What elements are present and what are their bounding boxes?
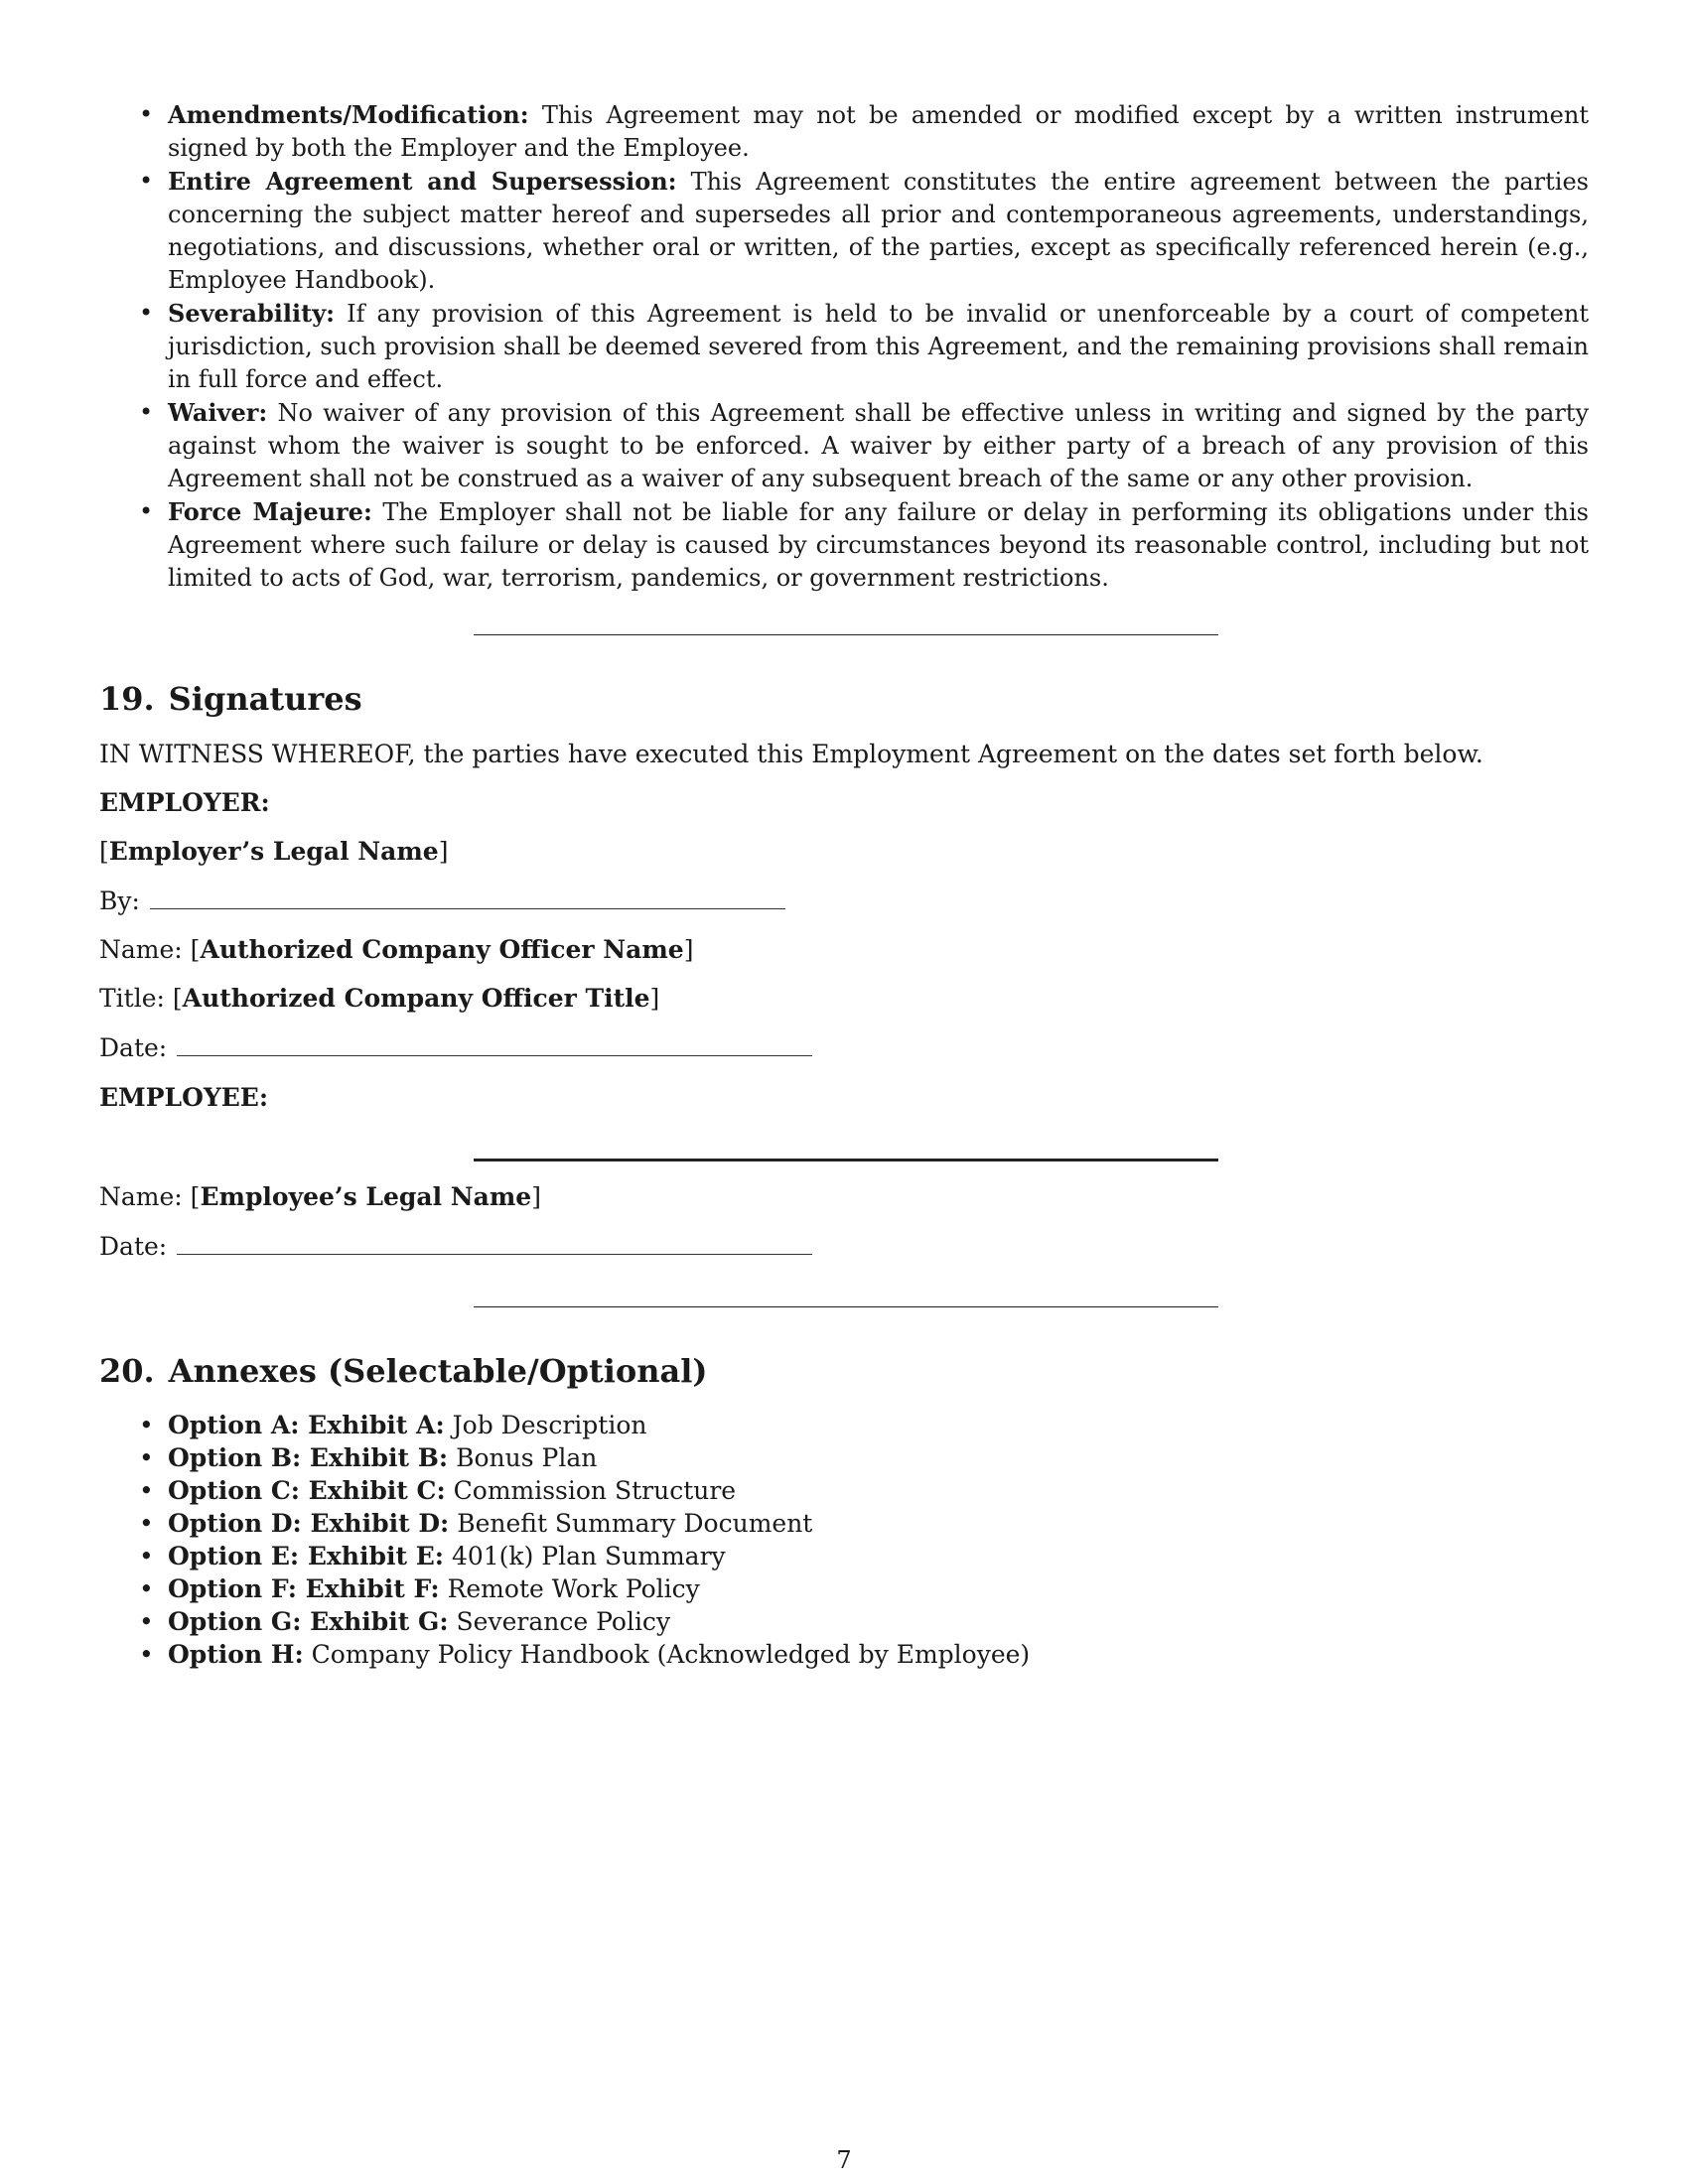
page-number: 7 — [836, 2146, 852, 2174]
list-item — [99, 98, 1589, 165]
officer-title-line — [99, 983, 659, 1015]
list-item — [99, 1540, 1489, 1572]
employee-heading: EMPLOYEE: — [99, 1083, 269, 1112]
provision-label: Entire Agreement and Supersession: — [168, 167, 677, 196]
list-item — [99, 1507, 1489, 1540]
employee-name-line — [99, 1181, 541, 1213]
title-label: Title: — [99, 984, 165, 1013]
provision-text: This Agreement may not be amended or modified except by a written instrument signed by both the Employer and the Employee. — [168, 101, 1589, 162]
employee-signature-line[interactable] — [474, 1159, 1218, 1161]
list-item — [99, 495, 1589, 595]
date-label: Date: — [99, 1033, 168, 1062]
annex-option: Option G: Exhibit G: — [168, 1607, 449, 1636]
provision-label: Severability: — [168, 299, 336, 328]
employer-legal-name — [99, 836, 448, 868]
list-item — [99, 165, 1589, 297]
annex-text: Bonus Plan — [456, 1443, 598, 1472]
list-item — [99, 297, 1589, 396]
provision-text: No waiver of any provision of this Agreement shall be effective unless in writing and signed by the party against whom the waiver is sought to be enforced. A waiver by either party of a breach of any provision of this Agreement shall not be construed as a waiver of any subsequent breach of the same or any other provision. — [168, 399, 1589, 492]
bracket: [ — [190, 935, 201, 964]
employer-signature-field[interactable] — [150, 888, 785, 909]
annex-option: Option F: Exhibit F: — [168, 1574, 440, 1603]
bracket: ] — [531, 1182, 541, 1211]
list-item — [99, 1441, 1489, 1474]
bracket: ] — [438, 837, 449, 866]
employee-date-field[interactable] — [177, 1234, 812, 1255]
name-label: Name: — [99, 935, 183, 964]
annex-text: 401(k) Plan Summary — [451, 1542, 726, 1570]
employer-by-line — [99, 886, 785, 917]
section-divider — [474, 634, 1218, 635]
employee-date-line — [99, 1231, 812, 1263]
employer-heading: EMPLOYER: — [99, 788, 270, 817]
provisions-list — [99, 98, 1589, 595]
by-label: By: — [99, 887, 140, 915]
list-item — [99, 1572, 1489, 1605]
provision-label: Force Majeure: — [168, 497, 372, 526]
section-number: 20. — [99, 1352, 155, 1390]
section-heading-annexes — [99, 1351, 708, 1391]
provision-label: Amendments/Modification: — [168, 100, 529, 129]
officer-name-placeholder: Authorized Company Officer Name — [200, 935, 684, 964]
bracket: ] — [683, 935, 694, 964]
annex-option: Option H: — [168, 1640, 304, 1669]
annex-option: Option B: Exhibit B: — [168, 1443, 449, 1472]
annexes-list — [99, 1409, 1489, 1671]
section-title: Signatures — [168, 680, 362, 718]
list-item — [99, 1605, 1489, 1638]
employer-name-placeholder: Employer’s Legal Name — [108, 837, 439, 866]
annex-option: Option D: Exhibit D: — [168, 1509, 450, 1538]
name-label: Name: — [99, 1182, 183, 1211]
annex-option: Option C: Exhibit C: — [168, 1476, 446, 1505]
list-item — [99, 396, 1589, 495]
list-item — [99, 1638, 1489, 1671]
list-item — [99, 1474, 1489, 1507]
provision-label: Waiver: — [168, 398, 268, 427]
section-heading-signatures — [99, 679, 362, 719]
section-number: 19. — [99, 680, 155, 718]
list-item — [99, 1409, 1489, 1441]
bracket: [ — [190, 1182, 201, 1211]
bracket: [ — [172, 984, 183, 1013]
section-title: Annexes (Selectable/Optional) — [168, 1352, 708, 1390]
annex-text: Job Description — [452, 1411, 647, 1439]
bracket: [ — [99, 837, 109, 866]
provision-text: This Agreement constitutes the entire agreement between the parties concerning the subject matter hereof and supersedes all prior and contemporaneous agreements, understandings, negotiations, and discussions, whether oral or written, of the parties, except as specifically referenced herein (e.g., Employee Handbook). — [168, 168, 1589, 294]
annex-text: Commission Structure — [453, 1476, 737, 1505]
officer-title-placeholder: Authorized Company Officer Title — [182, 984, 650, 1013]
witness-statement: IN WITNESS WHEREOF, the parties have executed this Employment Agreement on the dates set forth below. — [99, 740, 1483, 768]
provision-text: If any provision of this Agreement is held to be invalid or unenforceable by a court of competent jurisdiction, such provision shall be deemed severed from this Agreement, and the remaining provisions shall remain in full force and effect. — [168, 300, 1589, 393]
annex-text: Severance Policy — [456, 1607, 671, 1636]
annex-option: Option A: Exhibit A: — [168, 1411, 445, 1439]
employee-name-placeholder: Employee’s Legal Name — [200, 1182, 532, 1211]
provision-text: The Employer shall not be liable for any failure or delay in performing its obligations under this Agreement where such failure or delay is caused by circumstances beyond its reasonable control, including but not limited to acts of God, war, terrorism, pandemics, or government restrictions. — [168, 498, 1589, 592]
bracket: ] — [649, 984, 660, 1013]
annex-text: Remote Work Policy — [447, 1574, 700, 1603]
annex-text: Benefit Summary Document — [457, 1509, 813, 1538]
annex-option: Option E: Exhibit E: — [168, 1542, 444, 1570]
section-divider — [474, 1306, 1218, 1307]
employer-date-line — [99, 1032, 812, 1064]
annex-text: Company Policy Handbook (Acknowledged by Employee) — [311, 1640, 1031, 1669]
date-label: Date: — [99, 1232, 168, 1261]
employer-date-field[interactable] — [177, 1035, 812, 1056]
officer-name-line — [99, 934, 693, 966]
